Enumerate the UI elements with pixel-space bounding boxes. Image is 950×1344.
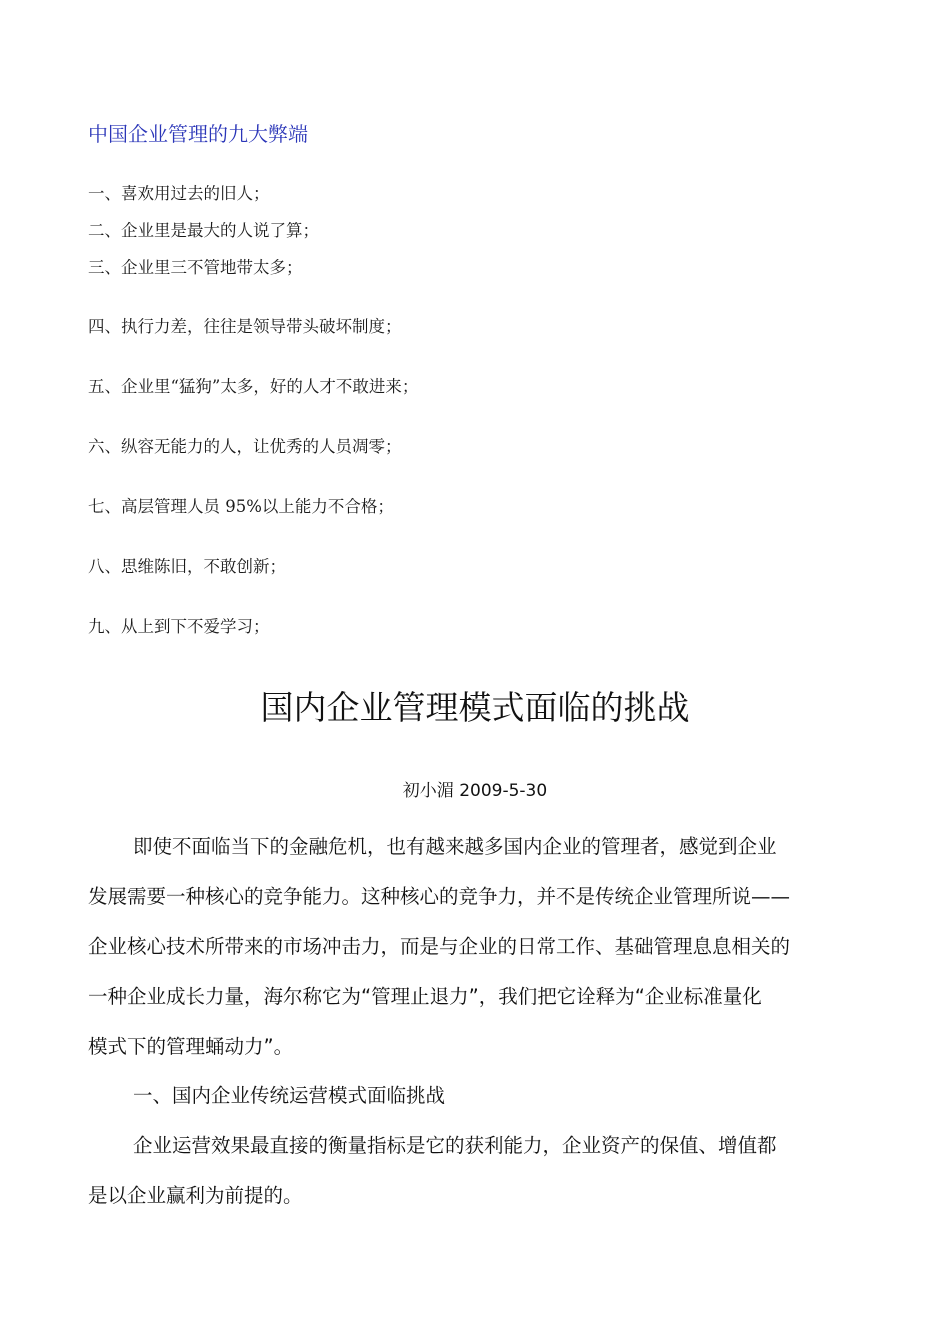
list-item-1: 一、喜欢用过去的旧人； (88, 184, 270, 203)
list-item-4: 四、执行力差，往往是领导带头破坏制度； (88, 317, 402, 336)
list-item-3: 三、企业里三不管地带太多； (88, 258, 303, 277)
list-item-7: 七、高层管理人员 95%以上能力不合格； (88, 497, 394, 516)
top-title: 中国企业管理的九大弊端 (88, 122, 308, 146)
paragraph-2-line-1: 企业运营效果最直接的衡量指标是它的获利能力，企业资产的保值、增值都 (133, 1134, 777, 1157)
paragraph-1-line-2: 发展需要一种核心的竞争能力。这种核心的竞争力，并不是传统企业管理所说—— (88, 885, 791, 908)
paragraph-2-line-2: 是以企业赢利为前提的。 (88, 1184, 303, 1207)
section-heading: 一、国内企业传统运营模式面临挑战 (133, 1084, 446, 1107)
list-item-2: 二、企业里是最大的人说了算； (88, 221, 319, 240)
list-item-6: 六、纵容无能力的人，让优秀的人员凋零； (88, 437, 402, 456)
list-item-8: 八、思维陈旧，不敢创新； (88, 557, 286, 576)
list-item-5: 五、企业里“猛狗”太多，好的人才不敢进来； (88, 377, 419, 396)
article-byline: 初小湄 2009-5-30 (402, 781, 548, 801)
paragraph-1-line-1: 即使不面临当下的金融危机，也有越来越多国内企业的管理者，感觉到企业 (133, 835, 777, 858)
list-item-9: 九、从上到下不爱学习； (88, 617, 270, 636)
paragraph-1-line-5: 模式下的管理蛹动力”。 (88, 1035, 294, 1058)
article-title: 国内企业管理模式面临的挑战 (260, 688, 690, 727)
paragraph-1-line-3: 企业核心技术所带来的市场冲击力，而是与企业的日常工作、基础管理息息相关的 (88, 935, 791, 958)
paragraph-1-line-4: 一种企业成长力量，海尔称它为“管理止退力”，我们把它诠释为“企业标准量化 (88, 985, 762, 1008)
